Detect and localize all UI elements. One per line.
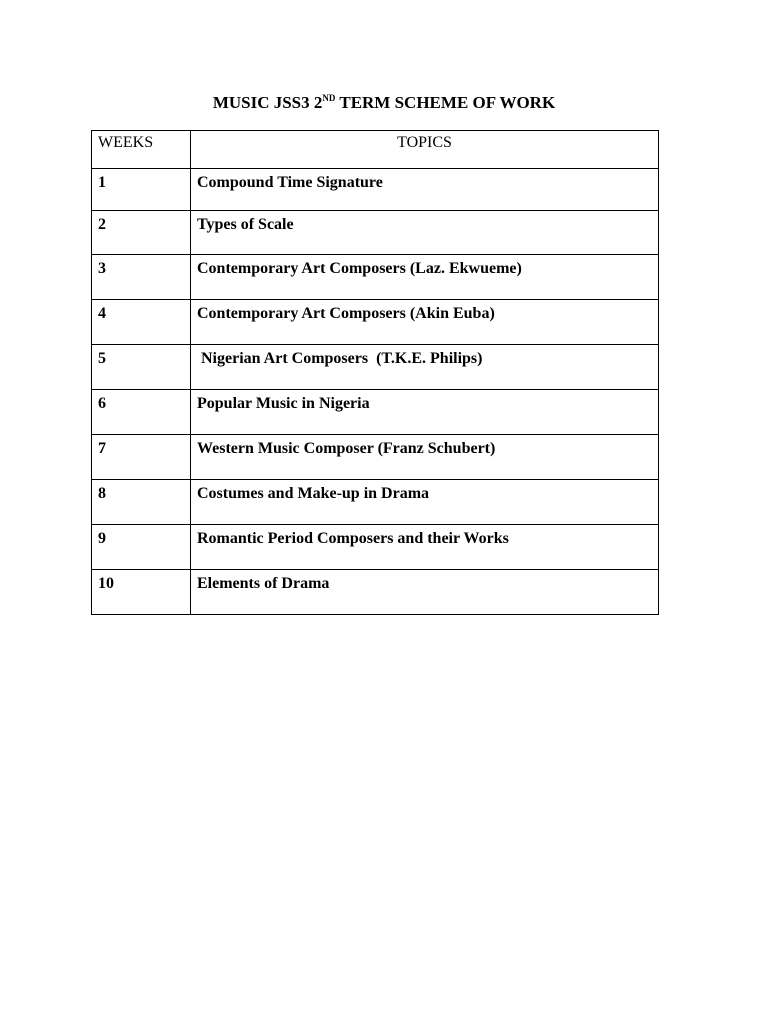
topic-cell: Romantic Period Composers and their Works <box>191 525 659 570</box>
topic-cell: Elements of Drama <box>191 570 659 615</box>
table-row <box>92 300 659 345</box>
scheme-of-work-table <box>91 130 659 615</box>
topic-cell: Western Music Composer (Franz Schubert) <box>191 435 659 480</box>
table-row <box>92 525 659 570</box>
week-cell: 7 <box>92 435 191 480</box>
week-cell: 6 <box>92 390 191 435</box>
topics-column-header: TOPICS <box>191 131 659 169</box>
week-cell: 8 <box>92 480 191 525</box>
weeks-column-header: WEEKS <box>92 131 191 169</box>
title-prefix: MUSIC JSS3 2 <box>212 93 323 112</box>
week-cell: 10 <box>92 570 191 615</box>
week-cell: 4 <box>92 300 191 345</box>
table-row <box>92 480 659 525</box>
topic-cell: Nigerian Art Composers (T.K.E. Philips) <box>191 345 659 390</box>
table-row <box>92 255 659 300</box>
week-cell: 1 <box>92 169 191 211</box>
document-title <box>0 93 768 113</box>
table-row <box>92 570 659 615</box>
topic-cell: Costumes and Make-up in Drama <box>191 480 659 525</box>
title-superscript: ND <box>322 93 336 103</box>
topic-cell: Contemporary Art Composers (Akin Euba) <box>191 300 659 345</box>
week-cell: 3 <box>92 255 191 300</box>
table-row <box>92 435 659 480</box>
title-suffix: TERM SCHEME OF WORK <box>335 93 556 112</box>
table-row <box>92 390 659 435</box>
table-header-row <box>92 131 659 169</box>
week-cell: 2 <box>92 211 191 255</box>
week-cell: 9 <box>92 525 191 570</box>
topic-cell: Types of Scale <box>191 211 659 255</box>
topic-cell: Contemporary Art Composers (Laz. Ekwueme) <box>191 255 659 300</box>
week-cell: 5 <box>92 345 191 390</box>
table-row <box>92 169 659 211</box>
table-row <box>92 345 659 390</box>
topic-cell: Popular Music in Nigeria <box>191 390 659 435</box>
topic-cell: Compound Time Signature <box>191 169 659 211</box>
table-row <box>92 211 659 255</box>
